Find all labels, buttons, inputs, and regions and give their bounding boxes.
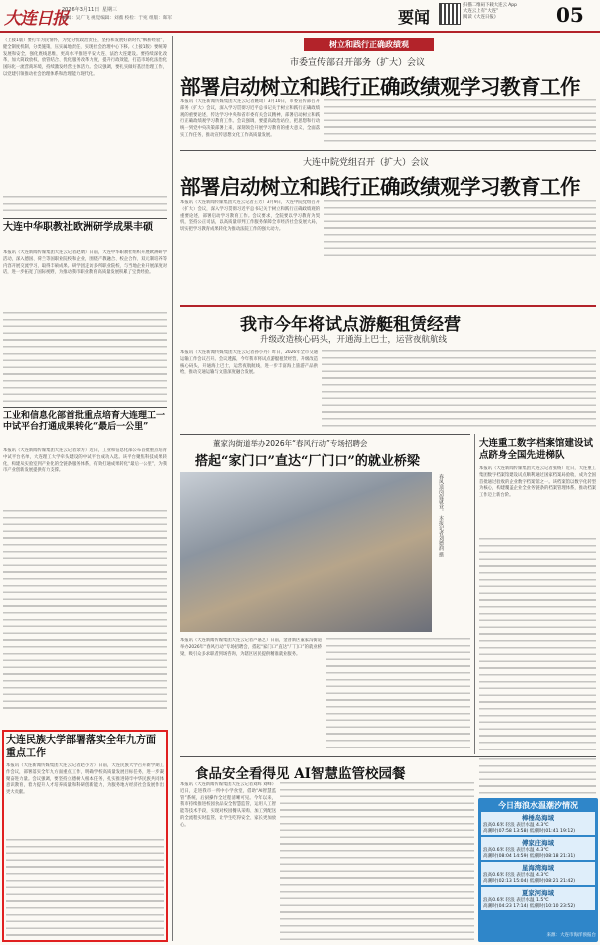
lead-body-lines	[324, 200, 596, 258]
tide-wave: 浪高0.6米 轻浪 表层水温 4.3℃	[483, 873, 549, 878]
section-title: 要闻	[398, 8, 431, 27]
lead-kicker: 大连中院党组召开（扩大）会议	[303, 158, 430, 168]
tide-times: 高潮时(08:04 14:59) 低潮时(08:18 21:31)	[483, 854, 576, 859]
app-promo: 扫描二维码下载大连云 App 大连云上有“大连” 阅读《大连日报》	[463, 3, 517, 20]
left-intro-text: （上接1版）要打牢为民情怀，为党分忧政治责任，坚持和发展好新时代“枫桥经验”，健全制度机制，分类施策，压实属地责任，实现社会治理中心下移。（上接1版）要统筹发展和安全，强化底线思维，更高水平推进平安大连、法治大连建设。要持续深化改革，加大简政放权、放管结合、优化服务改革力度，提升行政效能，打造市场化法治化国际化一流营商环境，持续激发经营主体活力。会议强调，要扎实做好基层治理工作，以党建引领推动社会治理体系和治理能力现代化。	[3, 38, 167, 77]
left-column-divider	[172, 36, 173, 941]
feature-headline: 我市今年将试点游艇租赁经营	[240, 315, 461, 335]
lead-headline: 部署启动树立和践行正确政绩观学习教育工作	[180, 75, 580, 99]
qr-code[interactable]	[439, 3, 461, 25]
tide-zone-name: 夏家河海域	[522, 889, 554, 897]
feature-body-lines	[322, 350, 596, 430]
jobfair-photo	[180, 472, 432, 632]
story-body-lines	[6, 839, 164, 937]
separator	[180, 756, 596, 757]
jobfair-kicker: 董家沟街道举办2026年“春风行动”专场招聘会	[213, 439, 368, 448]
story-headline-text: 大连民族大学部署落实全年九方面重点工作	[6, 735, 156, 759]
jobfair-body-lines	[326, 638, 470, 748]
tide-zone	[481, 887, 595, 910]
masthead	[0, 0, 600, 32]
story-headline-text: 大连重工数字档案馆建设试点跻身全国先进梯队	[479, 438, 594, 461]
tide-zone	[481, 812, 595, 835]
separator	[180, 150, 596, 151]
story-headline-text: 工业和信息化部首批重点培育大连理工一中试平台打通成果转化“最后一公里”	[3, 411, 166, 432]
issue-weekday: 星期三	[102, 7, 118, 13]
tide-rows	[481, 812, 595, 912]
story-headline	[3, 411, 167, 433]
tide-wave: 浪高0.6米 轻浪 表层水温 4.3℃	[483, 823, 549, 828]
page-number: 05	[556, 3, 584, 27]
feature-subhead: 升级改造核心码头，开通海上巴士，运营夜航航线	[260, 335, 448, 345]
tide-wave: 浪高0.6米 轻浪 表层水温 1.5℃	[483, 898, 549, 903]
story-body: 本报讯（大连新闻传媒集团大连云记者余方）近日，工业和信息化部公布首批重点培育中试平台名单，大连理工大学牵头建设的中试平台成功入选。该平台聚焦科技成果转化，构建从实验室到产业化的全链条服务体系，有效打通成果转化“最后一公里”，为我市产业创新发展提供有力支撑。	[3, 448, 167, 474]
food-body: 本报讯（大连新闻传媒集团大连云记者刘辉 刘峰）近日，走进我市一所中小学食堂，借助“AI智慧监管”系统，后厨操作全过程清晰可见。今年以来，我市持续推进校园食品安全智慧监管，运用人工智能等技术手段，实现对校园餐从采购、加工到配送的全流程实时监管，让学生吃得安全、家长更加放心。	[180, 782, 276, 828]
story-headline-text: 大连中华职教社欧洲研学成果丰硕	[3, 222, 153, 233]
tide-times: 高潮时(07:58 13:58) 低潮时(01:41 19:12)	[483, 829, 576, 834]
story-body-lines	[479, 538, 596, 750]
separator	[180, 305, 596, 307]
tide-wave: 浪高0.6米 轻浪 表层水温 4.3℃	[483, 848, 549, 853]
tide-source: 来源：大连市海洋预报台	[546, 933, 596, 938]
lead-body: 本报讯（大连新闻传媒集团大连云记者王芳）3月9日，大连中院党组召开（扩大）会议，深入学习贯彻习近平总书记关于树立和践行正确政绩观的重要论述，部署启动学习教育工作。会议要求，全院要以学习教育为契机，坚持公正司法，以高质量审判工作服务保障全市经济社会发展大局，切实把学习教育成果转化为推动法院工作的强大动力。	[180, 200, 320, 233]
story-headline	[6, 735, 164, 760]
separator	[3, 407, 167, 408]
tide-times: 高潮时(04:23 17:14) 低潮时(10:10 23:52)	[483, 904, 576, 909]
story-body: 本报讯（大连新闻传媒集团大连云记者赵小芳）日前，大连民族大学召开新学期工作会议，部署落实全年九方面重点工作，明确学校高质量发展目标任务，进一步凝聚奋进力量。会议强调，要坚持立德树人根本任务，扎实推进铸牢中华民族共同体意识教育，着力提升人才培养质量和科研创新能力，为服务地方经济社会发展作出更大贡献。	[6, 763, 164, 796]
tide-panel	[478, 798, 598, 942]
story-body: 本报讯（大连新闻传媒集团大连云记者张杨）近日，大连重工集团数字档案馆建设试点顺利通过国家档案局验收，成为全国首批通过验收的企业数字档案馆之一。该档案馆以数字化转型为核心，构建覆盖企业全业务链条的档案管理体系，推动档案工作迈上新台阶。	[479, 466, 596, 499]
food-body-lines	[479, 758, 596, 794]
tide-zone-name: 棒棰岛海域	[522, 814, 554, 822]
newspaper-logo: 大连日报	[4, 9, 68, 29]
story-headline	[3, 222, 167, 234]
lead-body: 本报讯（大连新闻传媒集团大连云记者姚琦）3月10日，市委宣传部召开部务（扩大）会议，深入学习贯彻习近平总书记关于树立和践行正确政绩观的重要论述，传达学习中央和省市委有关会议精神，部署启动树立和践行正确政绩观学习教育工作。会议强调，要提高政治站位，把思想和行动统一到党中央决策部署上来，深刻领会开展学习教育的重大意义，全面落实工作任务，推动宣传思想文化工作高质量发展。	[180, 99, 320, 138]
banner-text: 树立和践行正确政绩观	[329, 40, 409, 49]
issue-date: 2026年3月11日	[62, 7, 100, 13]
separator	[180, 434, 470, 435]
story-body-lines	[3, 312, 167, 404]
tide-zone	[481, 837, 595, 860]
story-headline	[479, 438, 597, 462]
story-body: 本报讯（大连新闻传媒集团大连云记者赵婧）日前，大连中华职教社组织开展欧洲研学活动，深入德国、荷兰等国职业院校和企业，围绕产教融合、校企合作、双元制培养等内容开展交流学习，取得丰硕成果。研学团走访多所职业院校，与当地企业开展深度对话，进一步拓宽了国际视野，为推动我市职业教育高质量发展积累了宝贵经验。	[3, 250, 167, 276]
tide-title: 今日海浪水温潮汐情况	[498, 801, 578, 810]
jobfair-headline: 搭起“家门口”直达“厂门口”的就业桥梁	[195, 454, 420, 469]
lead-body-lines	[324, 99, 596, 145]
left-intro-lines	[3, 196, 167, 216]
section-banner	[304, 38, 434, 51]
food-body-lines	[280, 782, 474, 940]
feature-body: 本报讯（大连新闻传媒集团大连云记者孙小丹）昨日，2026年全市交通运输工作会议召开。会议透露，今年我市将试点游艇租赁经营，升级改造核心码头，开通海上巴士，运营夜航航线，进一步丰富海上旅游产品供给，推动交通运输与文旅深度融合发展。	[180, 350, 318, 376]
lead-headline: 部署启动树立和践行正确政绩观学习教育工作	[180, 175, 580, 199]
masthead-rule	[0, 31, 600, 33]
jobfair-body: 本报讯（大连新闻传媒集团大连云记者卢嘉艺）日前，金普新区董家沟街道举办2026年“春风行动”专场招聘会，搭起“家门口”直达“厂门口”的就业桥梁，吸引众多求职者到场咨询，为辖区居民提供精准就业服务。	[180, 638, 322, 657]
food-headline: 食品安全看得见 AI智慧监管校园餐	[195, 766, 406, 782]
lead-kicker: 市委宣传部召开部务（扩大）会议	[290, 58, 426, 68]
tide-times: 高潮时(02:13 15:04) 低潮时(08:21 21:42)	[483, 879, 576, 884]
column-divider	[474, 434, 475, 754]
page-editors: 编辑：吴广飞 视觉编辑：刘薇 校检：于宛 组版：晖军	[62, 16, 173, 21]
photo-caption: 春风送岗促就业。 本报记者刘德润 摄	[438, 474, 444, 558]
tide-zone-name: 傅家庄海域	[522, 839, 554, 847]
tide-zone	[481, 862, 595, 885]
separator	[3, 218, 167, 219]
tide-zone-name: 星海湾海域	[522, 864, 554, 872]
story-body-lines	[3, 510, 167, 710]
